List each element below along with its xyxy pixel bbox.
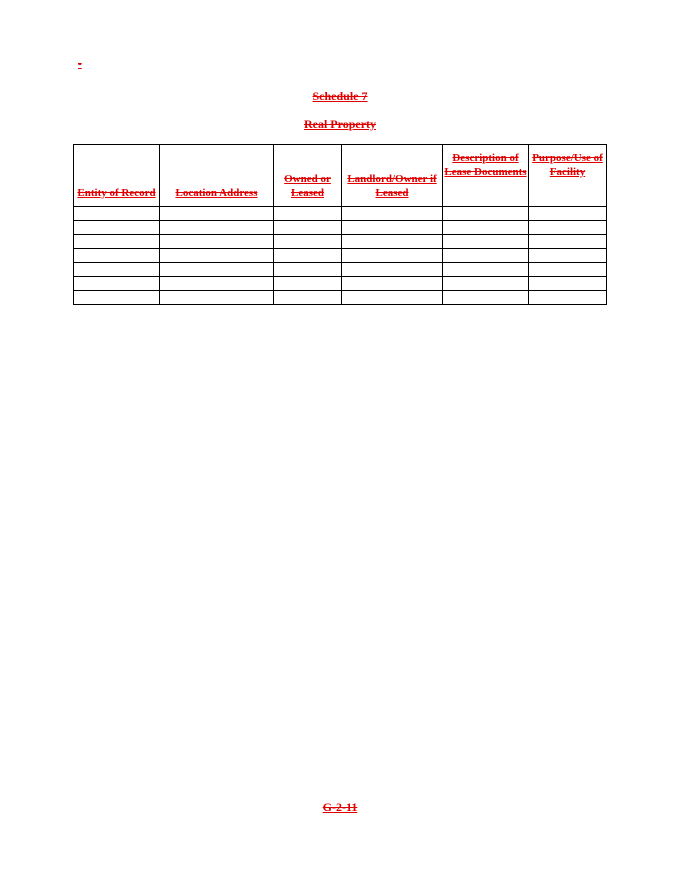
table-row [74, 221, 607, 235]
table-cell [74, 235, 160, 249]
real-property-table [73, 144, 607, 305]
table-cell [342, 221, 443, 235]
table-cell [160, 277, 274, 291]
page-number-footer: G-2-11 [322, 800, 358, 814]
table-header-row [74, 145, 607, 207]
table-cell [74, 221, 160, 235]
table-cell [160, 207, 274, 221]
table-cell [342, 263, 443, 277]
header-description-of-lease-documents: Description of Lease Documents [443, 145, 529, 207]
table-cell [443, 263, 529, 277]
deletion-marker: - [78, 58, 82, 70]
table-cell [342, 249, 443, 263]
table-cell [529, 207, 607, 221]
header-landlord-owner: Landlord/Owner if Leased [342, 145, 443, 207]
table-cell [342, 277, 443, 291]
table-cell [529, 263, 607, 277]
table-row [74, 277, 607, 291]
table-cell [443, 221, 529, 235]
table-cell [529, 249, 607, 263]
table-cell [274, 249, 342, 263]
table-cell [274, 235, 342, 249]
table-cell [160, 235, 274, 249]
table-row [74, 207, 607, 221]
table-cell [529, 277, 607, 291]
table-cell [342, 207, 443, 221]
table-cell [74, 263, 160, 277]
table-cell [529, 235, 607, 249]
table-cell [74, 249, 160, 263]
table-cell [160, 221, 274, 235]
table-cell [274, 277, 342, 291]
table-row [74, 235, 607, 249]
table-row [74, 291, 607, 305]
header-purpose-use-of-facility: Purpose/Use of Facility [529, 145, 607, 207]
table-cell [160, 249, 274, 263]
table-cell [74, 291, 160, 305]
table-cell [274, 207, 342, 221]
table-cell [443, 277, 529, 291]
table-cell [160, 291, 274, 305]
table-cell [342, 235, 443, 249]
header-owned-or-leased: Owned or Leased [274, 145, 342, 207]
header-location-address: Location Address [160, 145, 274, 207]
table-cell [443, 291, 529, 305]
table-cell [443, 207, 529, 221]
table-cell [443, 249, 529, 263]
table-cell [274, 263, 342, 277]
table-cell [529, 221, 607, 235]
table-cell [529, 291, 607, 305]
schedule-subtitle: Real Property [303, 117, 377, 131]
header-entity-of-record: Entity of Record [74, 145, 160, 207]
table-cell [274, 221, 342, 235]
table-cell [274, 291, 342, 305]
table-row [74, 263, 607, 277]
table-cell [74, 207, 160, 221]
table-cell [160, 263, 274, 277]
table-cell [74, 277, 160, 291]
schedule-title: Schedule 7 [312, 89, 368, 103]
table-row [74, 249, 607, 263]
table-cell [443, 235, 529, 249]
table-cell [342, 291, 443, 305]
